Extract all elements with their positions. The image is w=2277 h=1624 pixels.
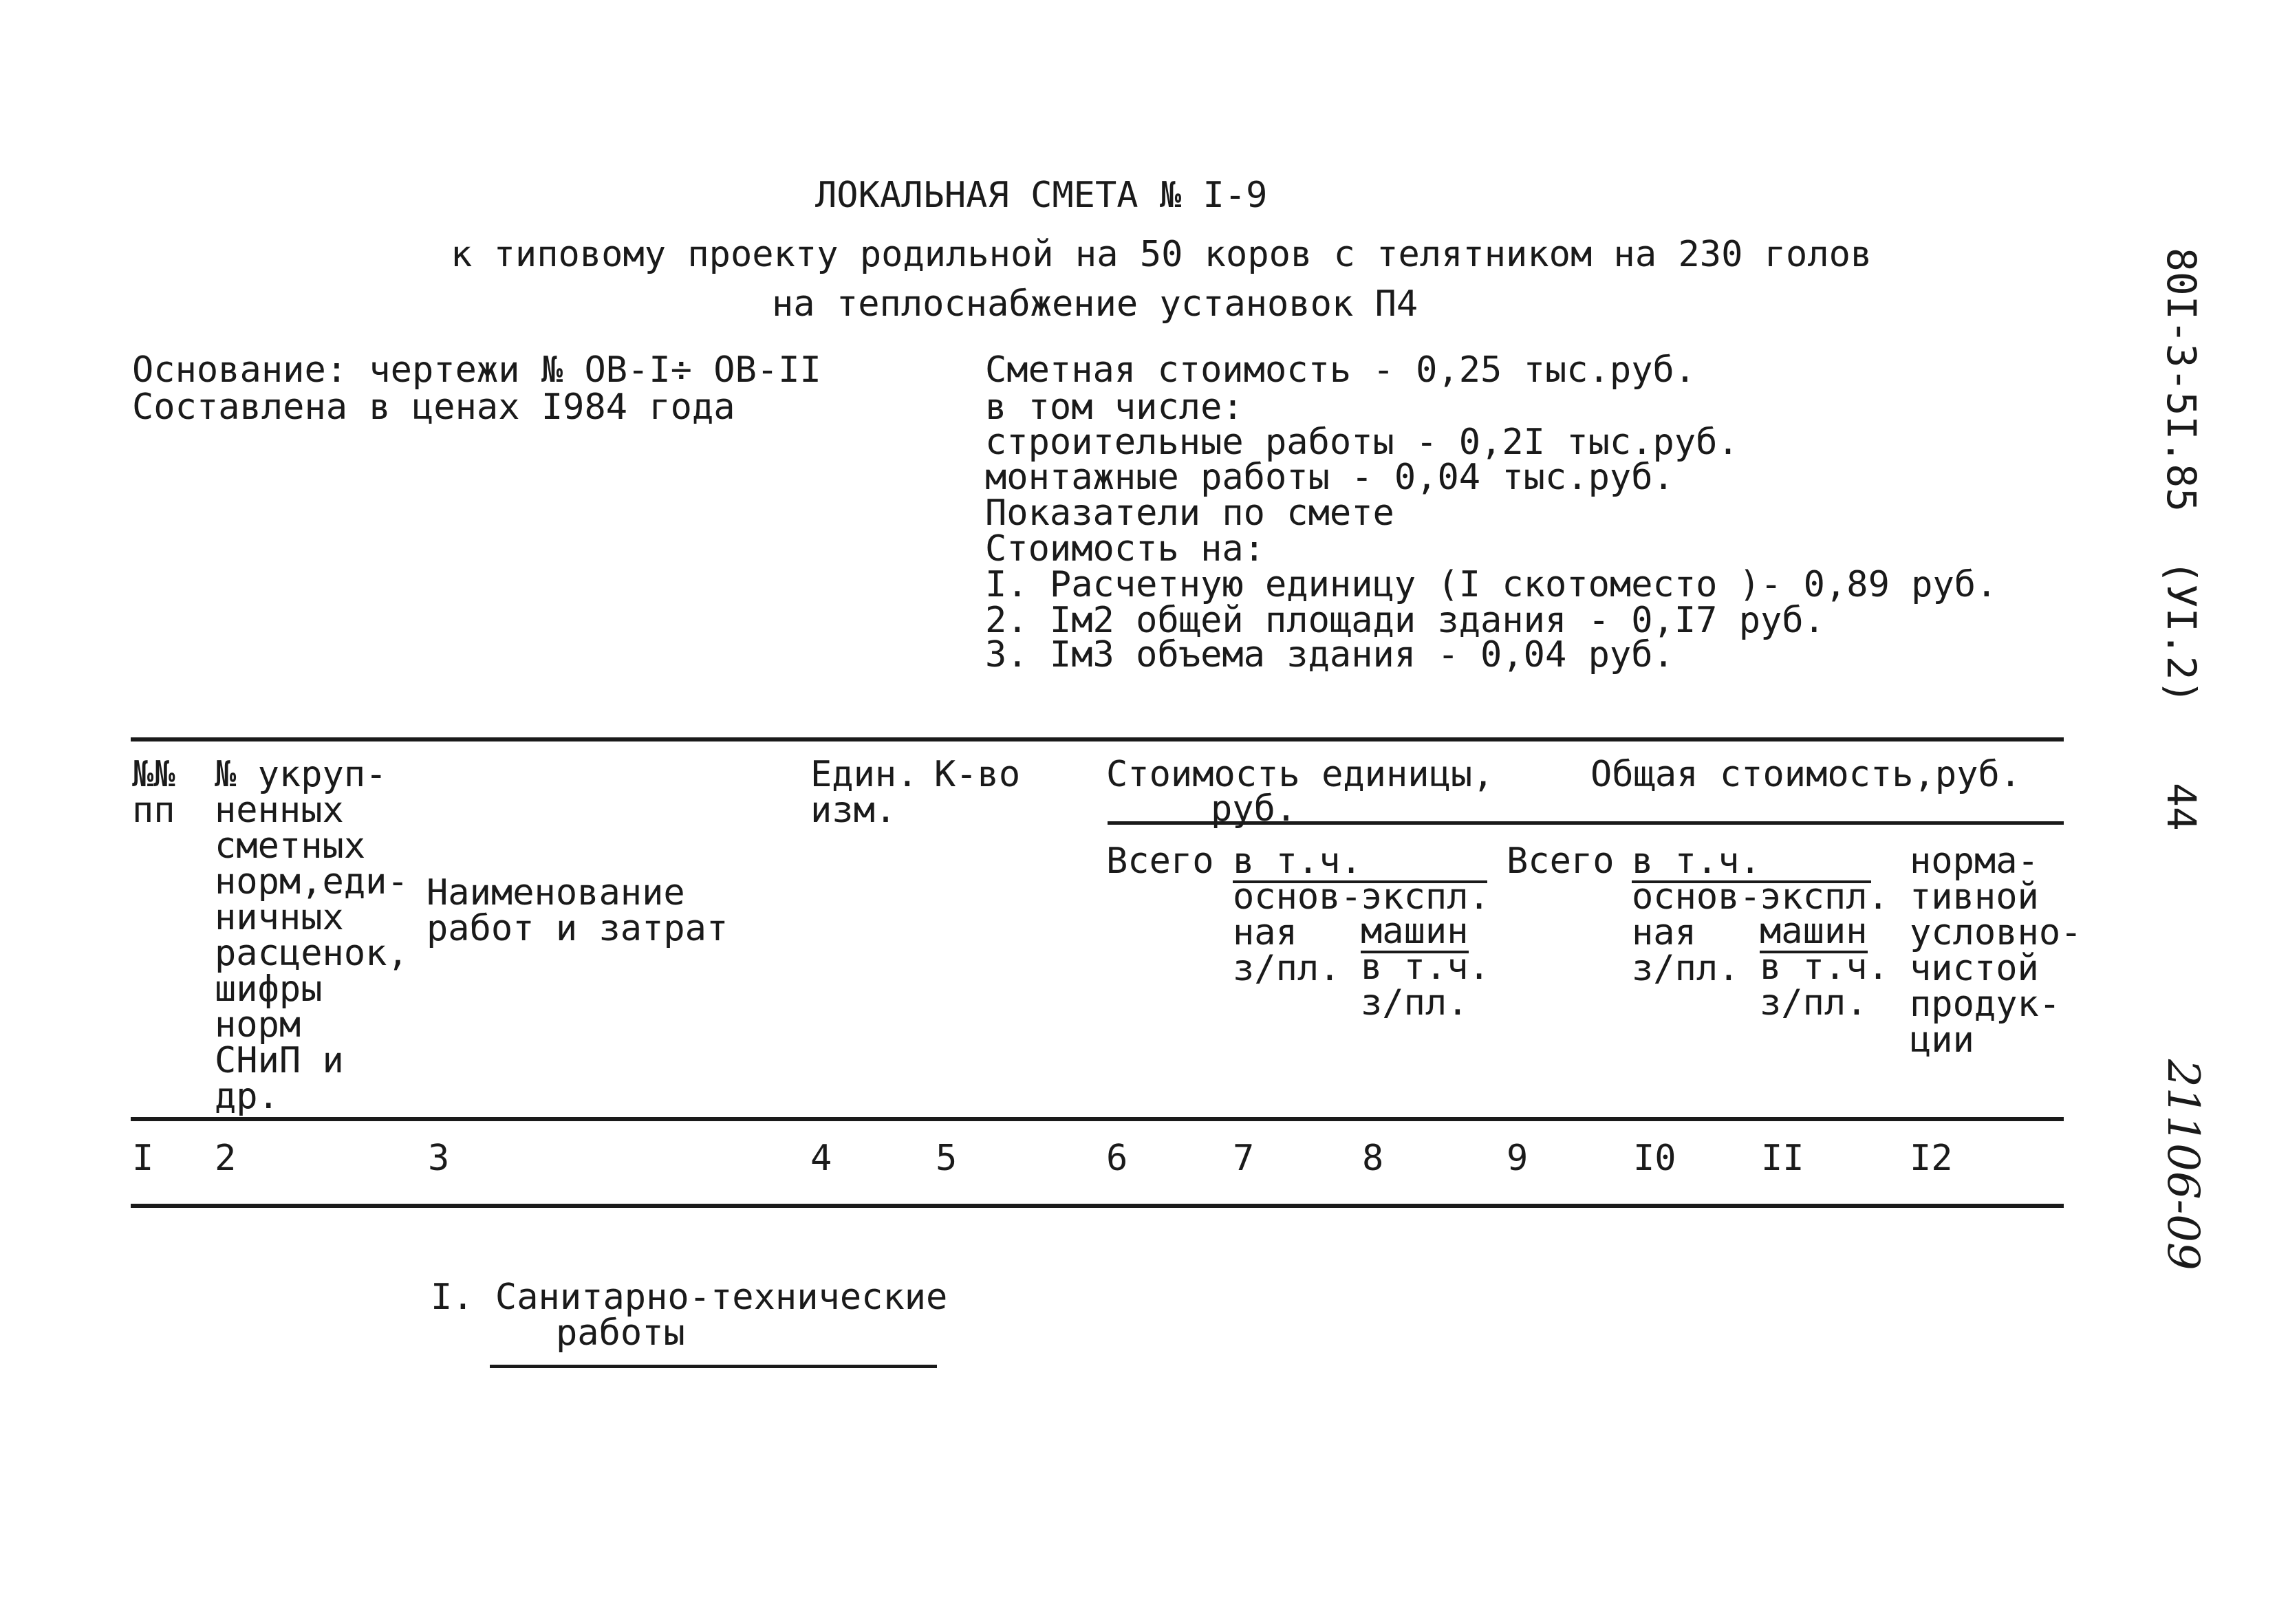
col-header-unit: Един. изм. xyxy=(810,754,918,831)
col-header-total-total: Всего xyxy=(1507,841,1615,882)
col-number-5: 5 xyxy=(936,1138,958,1179)
basis-prices-year: Составлена в ценах I984 года xyxy=(132,387,735,428)
col-header-total-base-wage: основ- ная з/пл. xyxy=(1632,876,1761,989)
margin-page-number: 44 xyxy=(2158,783,2205,831)
col-number-6: 6 xyxy=(1106,1138,1128,1179)
col-header-total-machines: экспл. xyxy=(1760,876,1889,918)
col-header-unit-machines-wage: в т.ч. з/пл. xyxy=(1361,946,1490,1024)
margin-handwritten-number: 21106-09 xyxy=(2157,1059,2208,1270)
document-title: ЛОКАЛЬНАЯ СМЕТА № I-9 xyxy=(815,175,1268,216)
table-header-bottom-rule xyxy=(131,1117,2064,1121)
col-number-12: I2 xyxy=(1910,1138,1953,1179)
col-header-quantity: К-во xyxy=(934,754,1021,795)
col-number-9: 9 xyxy=(1507,1138,1529,1179)
col-number-2: 2 xyxy=(215,1138,237,1179)
col-number-10: I0 xyxy=(1633,1138,1676,1179)
summary-installation-works: монтажные работы - 0,04 тыс.руб. xyxy=(985,457,1674,498)
summary-including: в том числе: xyxy=(985,387,1244,428)
col-group-unit-cost: Стоимость единицы, xyxy=(1106,754,1494,795)
section-heading-line-1: I. Санитарно-технические xyxy=(431,1277,948,1318)
col-number-11: II xyxy=(1761,1138,1804,1179)
col-header-net-product: норма- тивной условно- чистой продук- ции xyxy=(1910,841,2082,1061)
col-header-row-number: №№ пп xyxy=(132,754,175,831)
col-header-norm-codes: № укруп- ненных сметных норм,еди- ничных расценок, шифры норм СНиП и др. xyxy=(215,754,409,1117)
summary-cost-per-heading: Стоимость на: xyxy=(985,528,1265,570)
section-heading-line-2: работы xyxy=(556,1312,685,1354)
col-number-4: 4 xyxy=(810,1138,832,1179)
table-top-rule xyxy=(131,737,2064,741)
col-header-unit-incl: в т.ч. xyxy=(1233,843,1487,883)
summary-cost-per-m2: 2. Iм2 общей площади здания - 0,I7 руб. xyxy=(985,600,1825,641)
col-number-7: 7 xyxy=(1233,1138,1255,1179)
col-group-total-cost: Общая стоимость,руб. xyxy=(1590,754,2022,795)
col-header-unit-machines: экспл. xyxy=(1361,876,1490,918)
document-subtitle-1: к типовому проекту родильной на 50 коров с телятником на 230 голов xyxy=(451,234,1873,275)
basis-drawings: Основание: чертежи № ОВ-I÷ ОВ-II xyxy=(132,349,821,391)
summary-total-cost: Сметная стоимость - 0,25 тыс.руб. xyxy=(985,349,1696,391)
col-header-unit-base-wage: основ- ная з/пл. xyxy=(1233,876,1362,989)
col-header-work-name: Наименование работ и затрат xyxy=(427,872,729,949)
col-number-3: 3 xyxy=(428,1138,450,1179)
col-number-1: I xyxy=(132,1138,154,1179)
col-header-unit-total: Всего xyxy=(1106,841,1214,882)
col-group-unit-cost-rub: руб. xyxy=(1211,788,1297,830)
col-header-total-machines-label: машин xyxy=(1760,911,1868,952)
document-subtitle-2: на теплоснабжение установок П4 xyxy=(772,283,1418,325)
summary-indicators-heading: Показатели по смете xyxy=(985,492,1394,534)
summary-cost-per-unit: I. Расчетную единицу (I скотоместо )- 0,89 руб. xyxy=(985,564,1998,605)
section-heading-underline xyxy=(490,1365,937,1368)
summary-construction-works: строительные работы - 0,2I тыс.руб. xyxy=(985,422,1739,463)
col-number-8: 8 xyxy=(1362,1138,1384,1179)
col-header-total-incl: в т.ч. xyxy=(1632,843,1871,883)
col-header-unit-machines-label: машин xyxy=(1361,911,1469,952)
summary-cost-per-m3: 3. Iм3 объема здания - 0,04 руб. xyxy=(985,634,1674,675)
margin-document-code: 80I-3-5I.85 (УI.2) xyxy=(2158,248,2205,704)
table-numbers-bottom-rule xyxy=(131,1204,2064,1208)
col-header-total-machines-wage: в т.ч. з/пл. xyxy=(1760,946,1889,1024)
